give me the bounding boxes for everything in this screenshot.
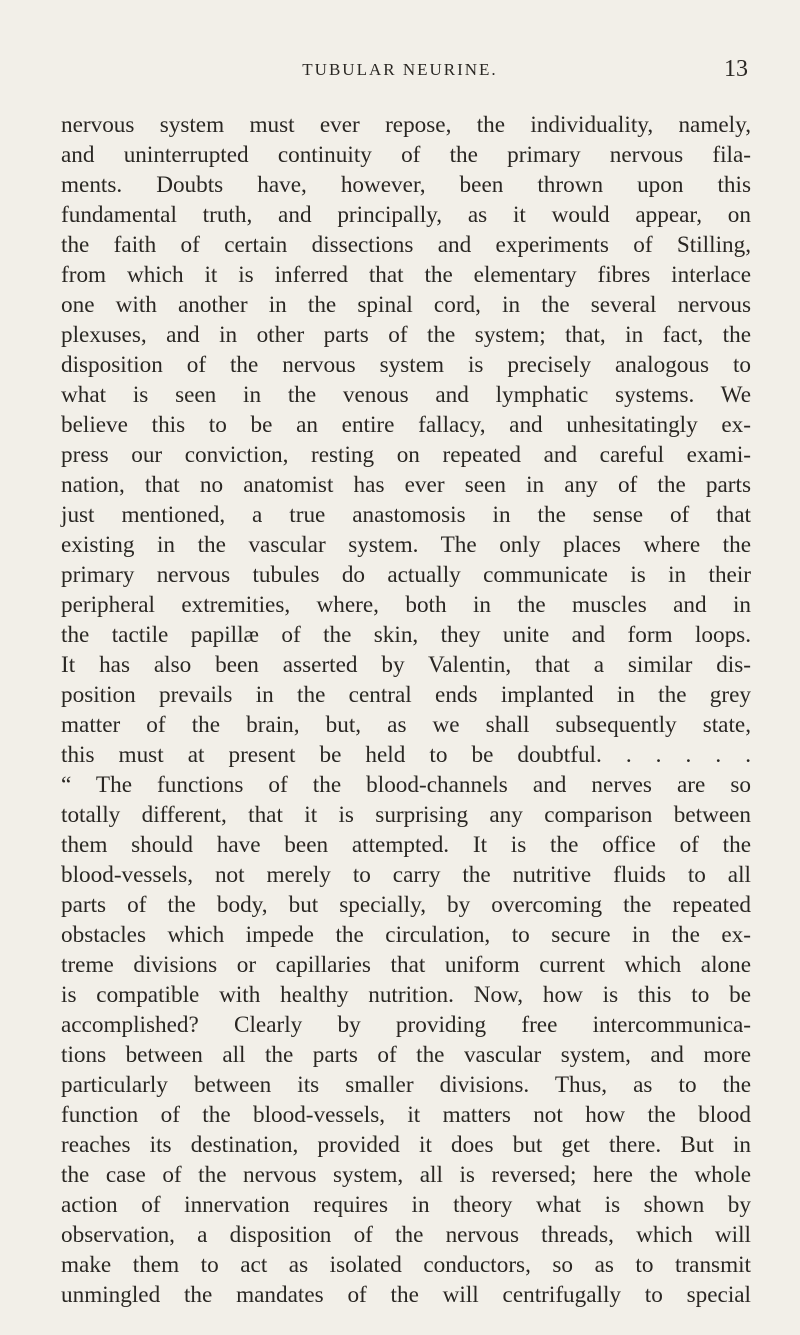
text-line: this must at present be held to be doubtful. . . . . . — [61, 742, 751, 768]
text-line: one with another in the spinal cord, in the several nervous — [61, 292, 751, 318]
text-line: observation, a disposition of the nervous threads, which will — [61, 1222, 751, 1248]
text-line: what is seen in the venous and lymphatic systems. We — [61, 382, 751, 408]
body-text — [61, 110, 751, 1310]
text-line: the tactile papillæ of the skin, they unite and form loops. — [61, 622, 751, 648]
text-line: is compatible with healthy nutrition. Now, how is this to be — [61, 982, 751, 1008]
text-line: from which it is inferred that the elementary fibres interlace — [61, 262, 751, 288]
text-line: “ The functions of the blood-channels and nerves are so — [61, 772, 751, 798]
text-line: It has also been asserted by Valentin, that a similar dis- — [61, 652, 751, 678]
text-line: tions between all the parts of the vascular system, and more — [61, 1042, 751, 1068]
running-head — [0, 56, 800, 86]
text-line: make them to act as isolated conductors, so as to transmit — [61, 1252, 751, 1278]
text-line: parts of the body, but specially, by overcoming the repeated — [61, 892, 751, 918]
text-line: disposition of the nervous system is precisely analogous to — [61, 352, 751, 378]
text-line: believe this to be an entire fallacy, and unhesitatingly ex- — [61, 412, 751, 438]
text-line: press our conviction, resting on repeated and careful exami- — [61, 442, 751, 468]
text-line: treme divisions or capillaries that uniform current which alone — [61, 952, 751, 978]
text-line: action of innervation requires in theory what is shown by — [61, 1192, 751, 1218]
text-line: obstacles which impede the circulation, to secure in the ex- — [61, 922, 751, 948]
text-line: function of the blood-vessels, it matters not how the blood — [61, 1102, 751, 1128]
text-line: the case of the nervous system, all is reversed; here the whole — [61, 1162, 751, 1188]
text-line: fundamental truth, and principally, as it would appear, on — [61, 202, 751, 228]
text-line: nervous system must ever repose, the individuality, namely, — [61, 112, 751, 138]
text-line: particularly between its smaller divisions. Thus, as to the — [61, 1072, 751, 1098]
text-line: totally different, that it is surprising any comparison between — [61, 802, 751, 828]
text-line: the faith of certain dissections and experiments of Stilling, — [61, 232, 751, 258]
text-line: peripheral extremities, where, both in the muscles and in — [61, 592, 751, 618]
text-line: position prevails in the central ends implanted in the grey — [61, 682, 751, 708]
text-line: plexuses, and in other parts of the system; that, in fact, the — [61, 322, 751, 348]
text-line: nation, that no anatomist has ever seen in any of the parts — [61, 472, 751, 498]
text-line: matter of the brain, but, as we shall subsequently state, — [61, 712, 751, 738]
text-line: primary nervous tubules do actually communicate is in their — [61, 562, 751, 588]
text-line: just mentioned, a true anastomosis in the sense of that — [61, 502, 751, 528]
text-line: reaches its destination, provided it does but get there. But in — [61, 1132, 751, 1158]
text-line: blood-vessels, not merely to carry the nutritive fluids to all — [61, 862, 751, 888]
text-line: them should have been attempted. It is the office of the — [61, 832, 751, 858]
text-line: ments. Doubts have, however, been thrown upon this — [61, 172, 751, 198]
running-head-title: TUBULAR NEURINE. — [302, 60, 498, 79]
text-line: unmingled the mandates of the will centrifugally to special — [61, 1282, 751, 1308]
page-number: 13 — [724, 56, 748, 82]
text-line: accomplished? Clearly by providing free intercommunica- — [61, 1012, 751, 1038]
text-line: and uninterrupted continuity of the primary nervous fila- — [61, 142, 751, 168]
text-line: existing in the vascular system. The only places where the — [61, 532, 751, 558]
